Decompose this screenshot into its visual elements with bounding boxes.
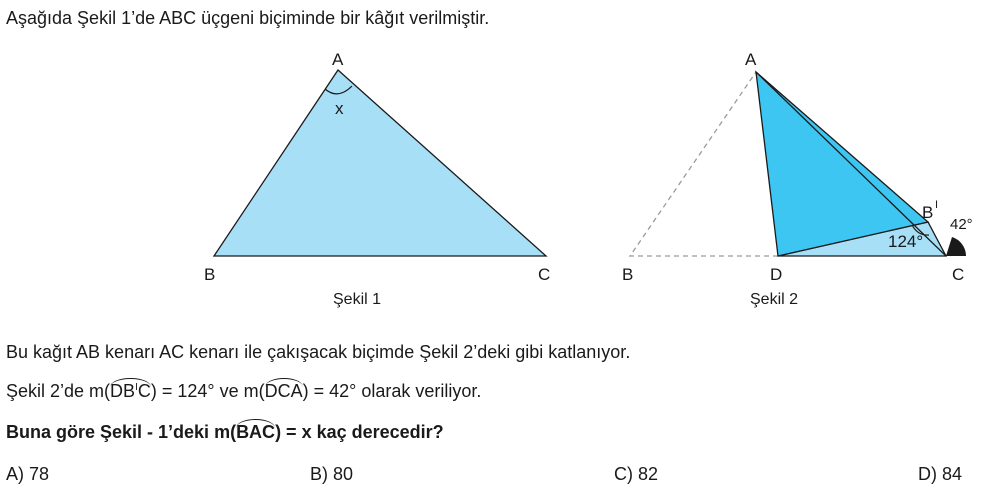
- fig1-label-a: A: [332, 50, 344, 69]
- fig1-angle-x: x: [335, 99, 344, 118]
- figure-1: [204, 50, 550, 308]
- fig2-label-b-prime: B: [922, 203, 934, 222]
- given-mid: ) = 124° ve m(: [150, 381, 265, 401]
- option-d[interactable]: D) 84: [918, 464, 963, 484]
- given-angles: [6, 381, 481, 402]
- fig2-angle-42: 42°: [950, 216, 973, 233]
- given-prefix: Şekil 2’de m(: [6, 381, 111, 401]
- question: [6, 422, 444, 443]
- fig2-label-c: C: [952, 265, 965, 284]
- angle-dca: DCA: [264, 381, 303, 401]
- fig2-prime-mark: I: [935, 199, 939, 211]
- dashed-original-edges: [630, 72, 778, 256]
- question-prefix: Buna göre Şekil - 1’deki m(: [6, 422, 237, 442]
- fig2-label-b: B: [622, 265, 634, 284]
- fig2-label-d: D: [770, 265, 783, 284]
- fig2-label-a: A: [745, 50, 757, 69]
- option-c[interactable]: C) 82: [614, 464, 659, 484]
- fig2-angle-124: 124°: [888, 232, 924, 251]
- figure-2: [622, 50, 973, 308]
- intro-text: Aşağıda Şekil 1’de ABC üçgeni biçiminde bir kâğıt verilmiştir.: [6, 8, 490, 28]
- fold-description: Bu kağıt AB kenarı AC kenarı ile çakışacak biçimde Şekil 2’deki gibi katlanıyor.: [6, 342, 631, 362]
- angle-db-prime-c: [110, 381, 151, 402]
- option-b[interactable]: B) 80: [310, 464, 354, 484]
- folded-triangle: [756, 72, 928, 256]
- question-suffix: ) = x kaç derecedir?: [275, 422, 444, 442]
- fig1-label-b: B: [204, 265, 216, 284]
- fig1-label-c: C: [538, 265, 551, 284]
- given-suffix: ) = 42° olarak veriliyor.: [302, 381, 482, 401]
- option-a[interactable]: A) 78: [6, 464, 50, 484]
- angle-bac: BAC: [236, 422, 276, 442]
- fig1-caption: Şekil 1: [333, 291, 382, 308]
- arc1-prime: I: [135, 382, 138, 393]
- arc1-b: C: [137, 381, 151, 401]
- triangle-abc: [214, 70, 546, 256]
- fig2-caption: Şekil 2: [750, 291, 799, 308]
- arc1-a: DB: [110, 381, 136, 401]
